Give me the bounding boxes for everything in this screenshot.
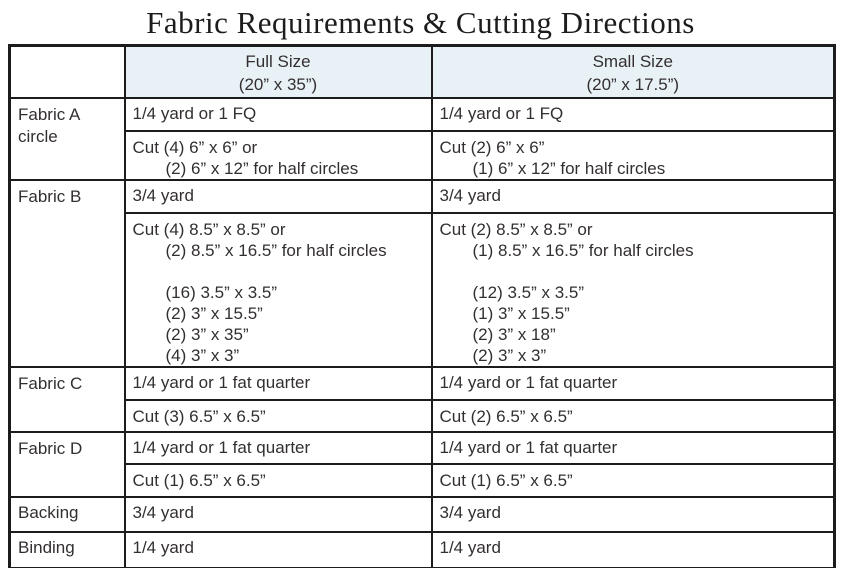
fabric-d-cut-small <box>432 464 835 497</box>
cut-line: (2) 6” x 12” for half circles <box>165 158 359 178</box>
table-row-backing <box>10 497 835 532</box>
table-row-fabric-a-yardage <box>10 98 835 131</box>
cut-line: (2) 3” x 35” <box>165 324 249 344</box>
binding-yardage-full: 1/4 yard <box>125 532 432 568</box>
table-row-fabric-c-cut <box>10 400 835 432</box>
header-corner-cell <box>10 46 125 98</box>
fabric-c-name: Fabric C <box>18 373 83 393</box>
fabric-a-name-line2: circle <box>18 126 58 146</box>
cut-line: (2) 3” x 15.5” <box>165 303 263 323</box>
cut-line: Cut (2) 6” x 6” <box>439 137 545 157</box>
fabric-c-cut-full <box>125 400 432 432</box>
fabric-d-name: Fabric D <box>18 438 83 458</box>
backing-label: Backing <box>10 497 125 532</box>
table-header-row <box>10 46 835 98</box>
cut-line: (2) 8.5” x 16.5” for half circles <box>165 240 387 260</box>
fabric-a-name: Fabric A <box>18 104 81 124</box>
fabric-a-label <box>10 98 125 180</box>
cut-line: Cut (2) 6.5” x 6.5” <box>439 406 573 426</box>
cut-line: (16) 3.5” x 3.5” <box>165 282 277 302</box>
cut-line: (2) 3” x 18” <box>472 324 556 344</box>
cut-line: (12) 3.5” x 3.5” <box>472 282 584 302</box>
header-full-size <box>125 46 432 98</box>
small-size-dimensions: (20” x 17.5”) <box>586 75 680 94</box>
small-size-label: Small Size <box>592 52 673 71</box>
table-row-fabric-b-cut <box>10 213 835 367</box>
binding-label: Binding <box>10 532 125 568</box>
fabric-requirements-table <box>8 44 836 568</box>
fabric-d-yardage-full: 1/4 yard or 1 fat quarter <box>125 432 432 464</box>
cut-line: (1) 3” x 15.5” <box>472 303 570 323</box>
table-row-fabric-b-yardage <box>10 180 835 213</box>
full-size-label: Full Size <box>245 52 311 71</box>
header-small-size <box>432 46 835 98</box>
table-row-fabric-c-yardage <box>10 367 835 400</box>
fabric-c-yardage-small: 1/4 yard or 1 fat quarter <box>432 367 835 400</box>
cut-line: Cut (3) 6.5” x 6.5” <box>132 406 266 426</box>
fabric-d-yardage-small: 1/4 yard or 1 fat quarter <box>432 432 835 464</box>
fabric-c-yardage-full: 1/4 yard or 1 fat quarter <box>125 367 432 400</box>
cut-line: Cut (2) 8.5” x 8.5” or <box>439 219 593 239</box>
fabric-b-name: Fabric B <box>18 186 82 206</box>
fabric-b-cut-full <box>125 213 432 367</box>
fabric-d-label <box>10 432 125 497</box>
backing-yardage-full: 3/4 yard <box>125 497 432 532</box>
page-title: Fabric Requirements & Cutting Directions <box>146 5 695 40</box>
fabric-b-label <box>10 180 125 367</box>
cut-line: (1) 6” x 12” for half circles <box>472 158 666 178</box>
fabric-d-cut-full <box>125 464 432 497</box>
fabric-c-label <box>10 367 125 432</box>
full-size-dimensions: (20” x 35”) <box>238 75 318 94</box>
table-row-fabric-d-yardage <box>10 432 835 464</box>
fabric-b-yardage-small: 3/4 yard <box>432 180 835 213</box>
fabric-a-yardage-full: 1/4 yard or 1 FQ <box>125 98 432 131</box>
fabric-a-cut-full <box>125 131 432 180</box>
fabric-b-cut-small <box>432 213 835 367</box>
cut-line: Cut (4) 6” x 6” or <box>132 137 258 157</box>
cut-line: (4) 3” x 3” <box>165 345 240 365</box>
binding-yardage-small: 1/4 yard <box>432 532 835 568</box>
cut-line-blank <box>133 261 424 282</box>
table-row-fabric-a-cut <box>10 131 835 180</box>
cut-line: (2) 3” x 3” <box>472 345 547 365</box>
table-row-fabric-d-cut <box>10 464 835 497</box>
cut-line: (1) 8.5” x 16.5” for half circles <box>472 240 694 260</box>
fabric-c-cut-small <box>432 400 835 432</box>
fabric-a-yardage-small: 1/4 yard or 1 FQ <box>432 98 835 131</box>
cut-line: Cut (1) 6.5” x 6.5” <box>439 470 573 490</box>
fabric-a-cut-small <box>432 131 835 180</box>
fabric-b-yardage-full: 3/4 yard <box>125 180 432 213</box>
cut-line: Cut (1) 6.5” x 6.5” <box>132 470 266 490</box>
backing-yardage-small: 3/4 yard <box>432 497 835 532</box>
table-row-binding <box>10 532 835 568</box>
cut-line-blank <box>440 261 827 282</box>
cut-line: Cut (4) 8.5” x 8.5” or <box>132 219 286 239</box>
